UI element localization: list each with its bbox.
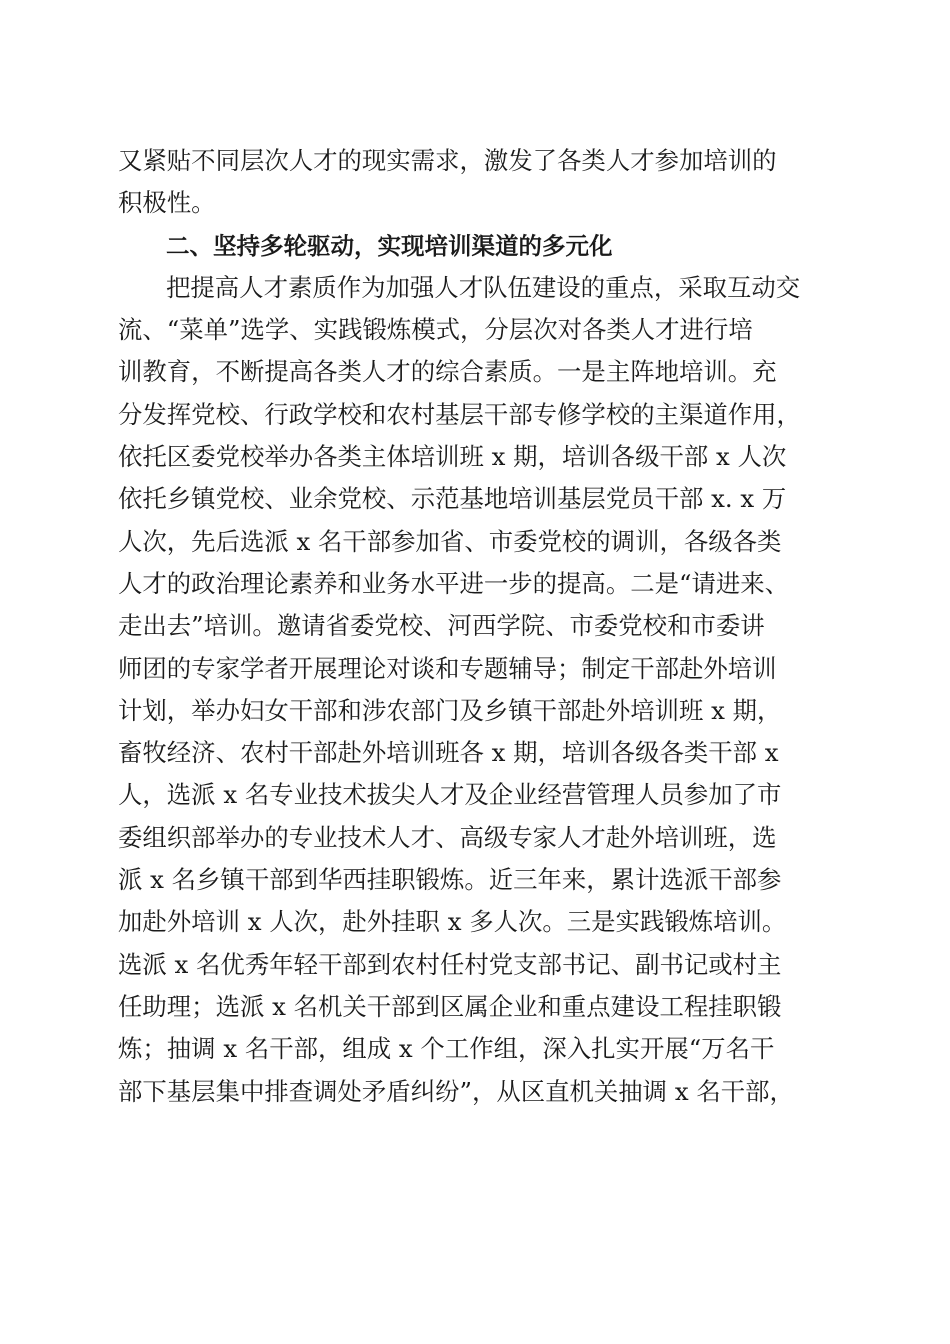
paragraph-line: 分发挥党校、行政学校和农村基层干部专修学校的主渠道作用， [118,399,801,429]
paragraph-line: 依托区委党校举办各类主体培训班 x 期，培训各级干部 x 人次 [118,442,787,472]
section-heading: 二、坚持多轮驱动，实现培训渠道的多元化 [166,231,613,260]
paragraph-line: 把提高人才素质作为加强人才队伍建设的重点，采取互动交 [166,272,801,302]
paragraph-line: 畜牧经济、农村干部赴外培训班各 x 期，培训各级各类干部 x [118,738,779,768]
paragraph-line: 人次，先后选派 x 名干部参加省、市委党校的调训，各级各类 [118,526,782,556]
paragraph-line: 炼；抽调 x 名干部，组成 x 个工作组，深入扎实开展“万名干 [118,1034,775,1064]
paragraph-line: 积极性。 [118,188,216,218]
paragraph-line: 人才的政治理论素养和业务水平进一步的提高。二是“请进来、 [118,568,790,598]
paragraph-line: 又紧贴不同层次人才的现实需求，激发了各类人才参加培训的 [118,146,777,175]
paragraph-line: 选派 x 名优秀年轻干部到农村任村党支部书记、副书记或村主 [118,949,782,979]
paragraph-line: 计划，举办妇女干部和涉农部门及乡镇干部赴外培训班 x 期， [118,695,782,725]
paragraph-line: 师团的专家学者开展理论对谈和专题辅导；制定干部赴外培训 [118,653,777,683]
paragraph-line: 任助理；选派 x 名机关干部到区属企业和重点建设工程挂职锻 [118,991,782,1021]
paragraph-line: 流、“菜单”选学、实践锻炼模式，分层次对各类人才进行培 [118,315,753,345]
body-text [118,140,840,1113]
paragraph-line: 训教育，不断提高各类人才的综合素质。一是主阵地培训。充 [118,357,777,387]
paragraph-line: 部下基层集中排查调处矛盾纠纷”，从区直机关抽调 x 名干部， [118,1076,794,1106]
paragraph-line: 走出去”培训。邀请省委党校、河西学院、市委党校和市委讲 [118,611,765,641]
paragraph-line: 派 x 名乡镇干部到华西挂职锻炼。近三年来，累计选派干部参 [118,865,782,895]
paragraph-line: 人，选派 x 名专业技术拔尖人才及企业经营管理人员参加了市 [118,780,782,810]
paragraph-line: 加赴外培训 x 人次，赴外挂职 x 多人次。三是实践锻炼培训。 [118,907,787,937]
paragraph-line: 依托乡镇党校、业余党校、示范基地培训基层党员干部 x. x 万 [118,484,787,514]
paragraph-line: 委组织部举办的专业技术人才、高级专家人才赴外培训班，选 [118,822,777,852]
